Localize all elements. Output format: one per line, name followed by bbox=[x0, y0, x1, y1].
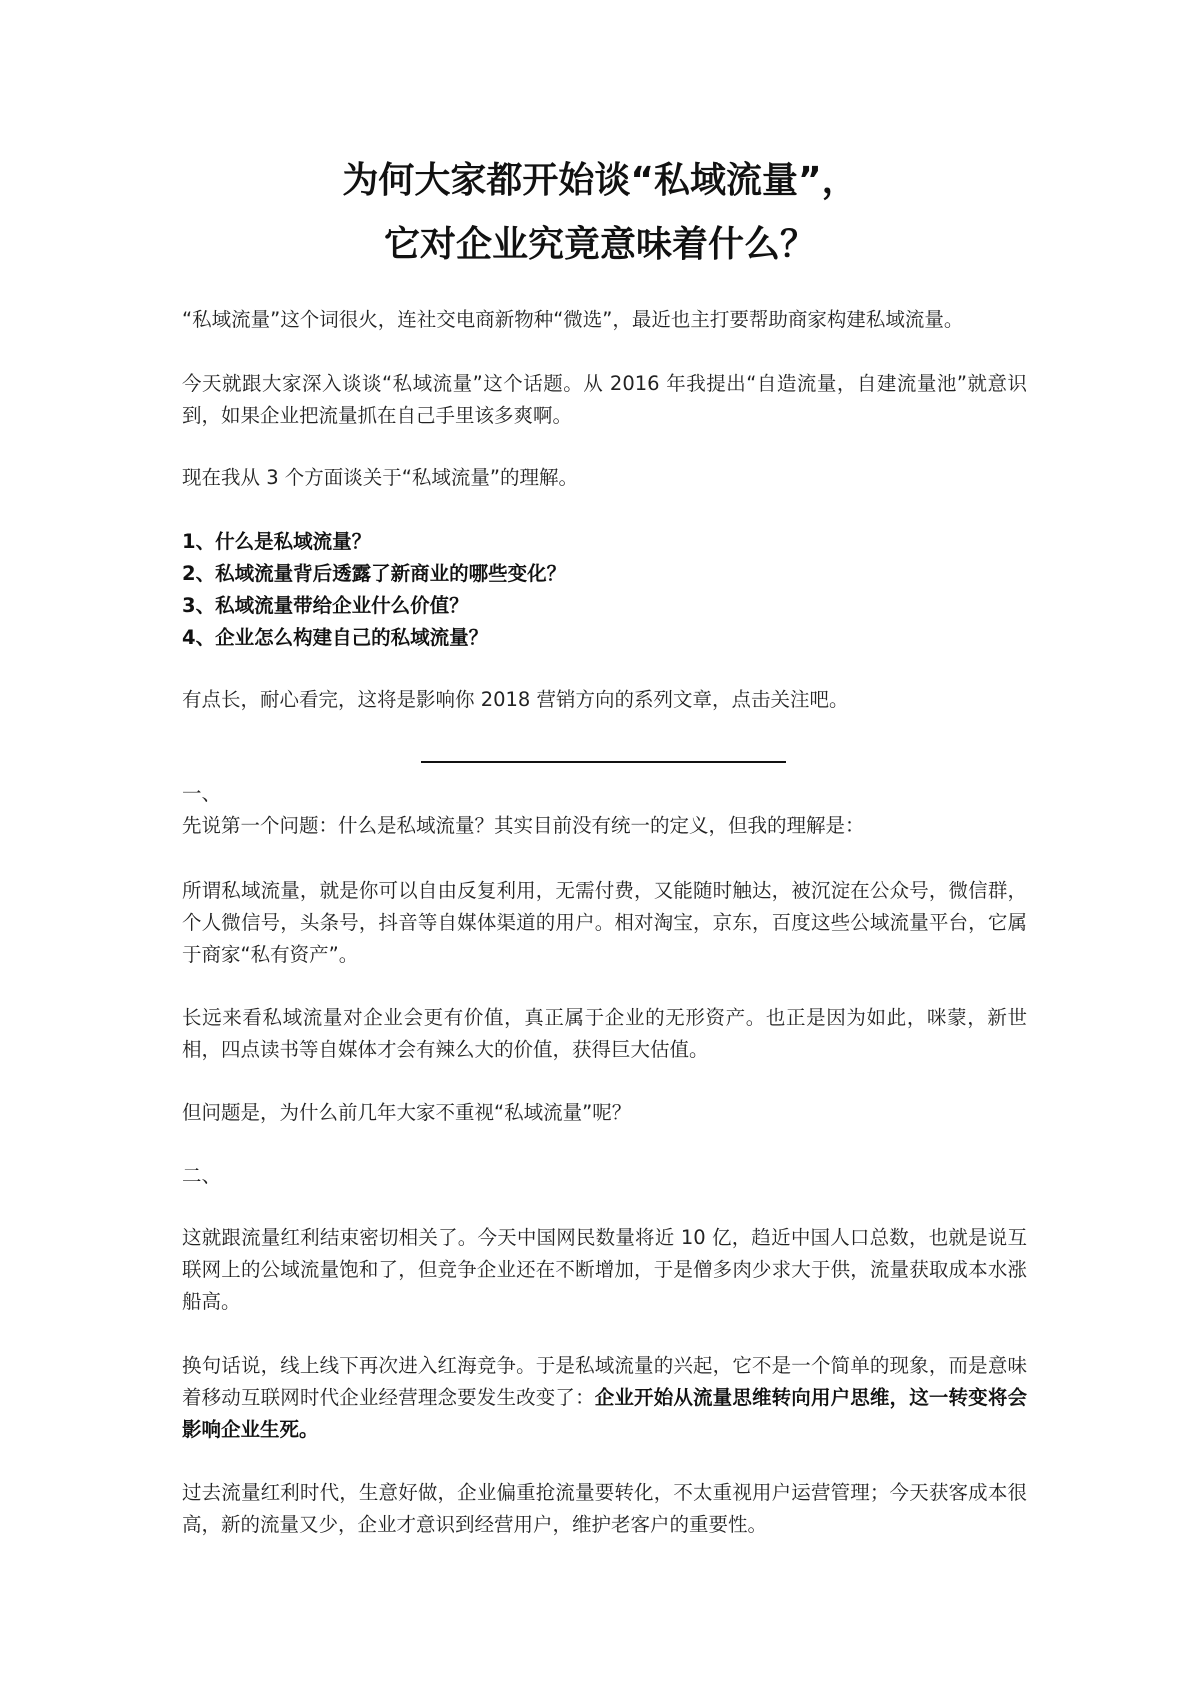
section-1-paragraph-1: 先说第一个问题：什么是私域流量？其实目前没有统一的定义，但我的理解是： bbox=[182, 814, 865, 837]
topic-list bbox=[182, 526, 1027, 654]
section-2-heading: 二、 bbox=[182, 1164, 222, 1187]
divider bbox=[421, 761, 786, 763]
intro-paragraph-1: “私域流量”这个词很火，连社交电商新物种“微选”，最近也主打要帮助商家构建私域流量。 bbox=[182, 308, 964, 331]
section-2-paragraph-3: 过去流量红利时代，生意好做，企业偏重抢流量要转化，不太重视用户运营管理；今天获客成本很高，新的流量又少，企业才意识到经营用户，维护老客户的重要性。 bbox=[182, 1481, 1027, 1536]
list-item: 2、私域流量背后透露了新商业的哪些变化？ bbox=[182, 562, 567, 585]
list-item: 4、企业怎么构建自己的私域流量？ bbox=[182, 626, 489, 649]
section-1-paragraph-4: 但问题是，为什么前几年大家不重视“私域流量”呢？ bbox=[182, 1101, 632, 1124]
intro-paragraph-3: 现在我从 3 个方面谈关于“私域流量”的理解。 bbox=[182, 466, 579, 489]
section-2-paragraph-1: 这就跟流量红利结束密切相关了。今天中国网民数量将近 10 亿，趋近中国人口总数，也就是说互联网上的公域流量饱和了，但竞争企业还在不断增加，于是僧多肉少求大于供，流量获取成本水涨船高。 bbox=[182, 1226, 1027, 1313]
list-item: 3、私域流量带给企业什么价值？ bbox=[182, 594, 469, 617]
title-line-2: 它对企业究竟意味着什么？ bbox=[383, 224, 816, 265]
section-2-paragraph-2 bbox=[182, 1350, 1027, 1446]
intro-paragraph-4: 有点长，耐心看完，这将是影响你 2018 营销方向的系列文章，点击关注吧。 bbox=[182, 688, 849, 711]
title-line-1: 为何大家都开始谈“私域流量”， bbox=[342, 160, 858, 201]
list-item: 1、什么是私域流量？ bbox=[182, 530, 372, 553]
intro-paragraph-2: 今天就跟大家深入谈谈“私域流量”这个话题。从 2016 年我提出“自造流量，自建流量池”就意识到，如果企业把流量抓在自己手里该多爽啊。 bbox=[182, 372, 1027, 427]
paragraph-text: 换句话说，线上线下再次进入红海竞争。于是私域流量的兴起，它不是一个简单的现象，而是意味着移动互联网时代企业经营理念要发生改变了： bbox=[182, 1354, 1027, 1409]
section-1-paragraph-3: 长远来看私域流量对企业会更有价值，真正属于企业的无形资产。也正是因为如此，咪蒙，新世相，四点读书等自媒体才会有辣么大的价值，获得巨大估值。 bbox=[182, 1006, 1027, 1061]
emphasis-text: 企业开始从流量思维转向用户思维，这一转变将会影响企业生死。 bbox=[182, 1386, 1027, 1441]
section-1-paragraph-2: 所谓私域流量，就是你可以自由反复利用，无需付费，又能随时触达，被沉淀在公众号，微信群，个人微信号，头条号，抖音等自媒体渠道的用户。相对淘宝，京东，百度这些公域流量平台，它属于商家“私有资产”。 bbox=[182, 879, 1027, 966]
section-1-heading: 一、 bbox=[182, 782, 222, 805]
